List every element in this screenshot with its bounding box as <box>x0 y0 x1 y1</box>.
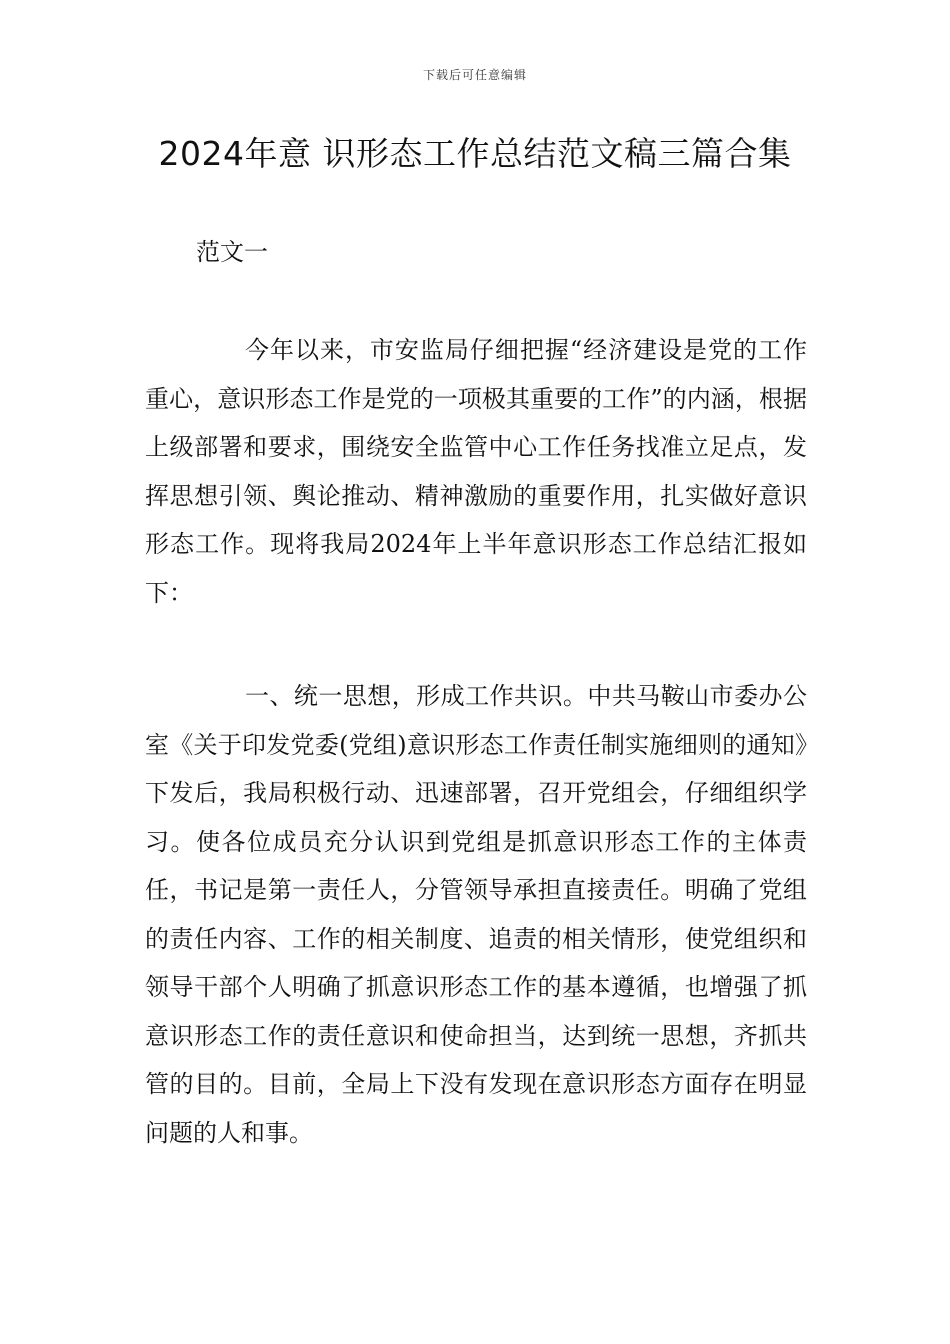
document-title: 2024年意 识形态工作总结范文稿三篇合集 <box>158 134 792 173</box>
body-paragraph-2: 一、统一思想，形成工作共识。中共马鞍山市委办公室《关于印发党委(党组)意识形态工作责任制实施细则的通知》下发后，我局积极行动、迅速部署，召开党组会，仔细组织学习。使各位成员充分认识到党组是抓意识形态工作的主体责任，书记是第一责任人，分管领导承担直接责任。明确了党组的责任内容、工作的相关制度、追责的相关情形，使党组织和领导干部个人明确了抓意识形态工作的基本遵循，也增强了抓意识形态工作的责任意识和使命担当，达到统一思想，齐抓共管的目的。目前，全局上下没有发现在意识形态方面存在明显问题的人和事。 <box>145 682 807 1147</box>
section-label: 范文一 <box>196 238 268 266</box>
body-paragraph-1: 今年以来，市安监局仔细把握“经济建设是党的工作重心，意识形态工作是党的一项极其重要的工作”的内涵，根据上级部署和要求，围绕安全监管中心工作任务找准立足点，发挥思想引领、舆论推动、精神激励的重要作用，扎实做好意识形态工作。现将我局2024年上半年意识形态工作总结汇报如下： <box>145 336 807 607</box>
header-note: 下载后可任意编辑 <box>422 68 527 82</box>
